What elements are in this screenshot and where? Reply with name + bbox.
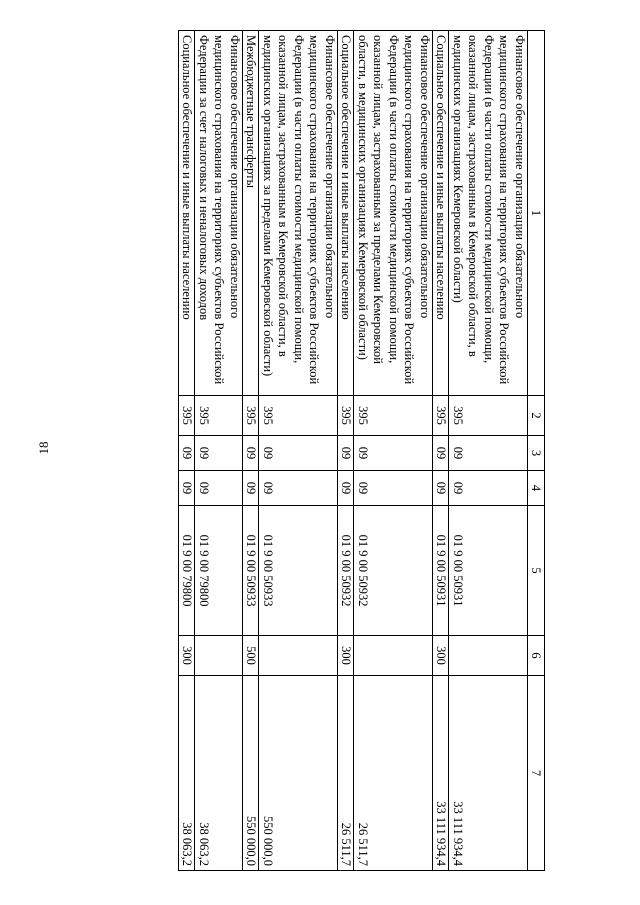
table-row (433, 31, 450, 871)
row-subsection: 09 (449, 471, 528, 506)
row-name: Финансовое обеспечение организации обязательного медицинского страхования на территориях субъектов Российской Федерации (в части оплаты стоимости медицинской помощи, оказанной лицам, застрахованным в Кемеровской области, в медицинских организациях Кемеровской области) (449, 31, 528, 396)
table-row (354, 31, 433, 871)
row-expense-type: 500 (243, 636, 260, 676)
row-expense-type (449, 636, 528, 676)
row-sum: 33 111 934,4 (433, 676, 450, 871)
row-target-article: 01 9 00 50933 (243, 506, 260, 636)
header-row (528, 31, 545, 871)
row-section: 09 (449, 436, 528, 471)
row-name: Социальное обеспечение и иные выплаты населению (433, 31, 450, 396)
row-section: 09 (354, 436, 433, 471)
row-grbs: 395 (354, 396, 433, 436)
row-subsection: 09 (259, 471, 338, 506)
column-header: 7 (528, 676, 545, 871)
row-sum: 38 063,2 (179, 676, 196, 871)
table-row (195, 31, 243, 871)
row-target-article: 01 9 00 50932 (354, 506, 433, 636)
column-header: 4 (528, 471, 545, 506)
row-grbs: 395 (449, 396, 528, 436)
table-row (259, 31, 338, 871)
row-section: 09 (338, 436, 355, 471)
row-target-article: 01 9 00 79800 (195, 506, 243, 636)
row-expense-type: 300 (338, 636, 355, 676)
row-section: 09 (243, 436, 260, 471)
column-header: 5 (528, 506, 545, 636)
row-grbs: 395 (433, 396, 450, 436)
row-section: 09 (433, 436, 450, 471)
row-grbs: 395 (195, 396, 243, 436)
budget-table (178, 30, 545, 871)
row-subsection: 09 (243, 471, 260, 506)
row-section: 09 (195, 436, 243, 471)
row-expense-type (354, 636, 433, 676)
row-target-article: 01 9 00 50931 (433, 506, 450, 636)
row-expense-type: 300 (433, 636, 450, 676)
column-header: 1 (528, 31, 545, 396)
rotated-page-content (95, 30, 545, 870)
row-subsection: 09 (433, 471, 450, 506)
row-sum: 38 063,2 (195, 676, 243, 871)
row-target-article: 01 9 00 50932 (338, 506, 355, 636)
column-header: 6 (528, 636, 545, 676)
page-number: 18 (36, 441, 51, 455)
row-name: Финансовое обеспечение организации обязательного медицинского страхования на территориях субъектов Российской Федерации (в части оплаты стоимости медицинской помощи, оказанной лицам, застрахованным в Кемеровской области, в медицинских организациях за пределами Кемеровской области) (259, 31, 338, 396)
row-expense-type (259, 636, 338, 676)
row-sum: 26 511,7 (338, 676, 355, 871)
row-target-article: 01 9 00 79800 (179, 506, 196, 636)
row-expense-type (195, 636, 243, 676)
row-expense-type: 300 (179, 636, 196, 676)
table-row (338, 31, 355, 871)
row-target-article: 01 9 00 50933 (259, 506, 338, 636)
row-name: Социальное обеспечение и иные выплаты населению (338, 31, 355, 396)
row-name: Финансовое обеспечение организации обязательного медицинского страхования на территориях субъектов Российской Федерации за счет налоговых и неналоговых доходов (195, 31, 243, 396)
row-name: Финансовое обеспечение организации обязательного медицинского страхования на территориях субъектов Российской Федерации (в части оплаты стоимости медицинской помощи, оказанной лицам, застрахованным за пределами Кемеровской области, в медицинских организациях Кемеровской области) (354, 31, 433, 396)
row-section: 09 (179, 436, 196, 471)
row-sum: 550 000,0 (259, 676, 338, 871)
row-sum: 33 111 934,4 (449, 676, 528, 871)
row-sum: 26 511,7 (354, 676, 433, 871)
row-target-article: 01 9 00 50931 (449, 506, 528, 636)
column-header: 2 (528, 396, 545, 436)
row-sum: 550 000,0 (243, 676, 260, 871)
row-name: Социальное обеспечение и иные выплаты населению (179, 31, 196, 396)
table-row (179, 31, 196, 871)
row-grbs: 395 (179, 396, 196, 436)
column-header: 3 (528, 436, 545, 471)
row-subsection: 09 (179, 471, 196, 506)
table-row (449, 31, 528, 871)
row-grbs: 395 (338, 396, 355, 436)
row-grbs: 395 (259, 396, 338, 436)
row-grbs: 395 (243, 396, 260, 436)
row-subsection: 09 (195, 471, 243, 506)
row-subsection: 09 (338, 471, 355, 506)
row-name: Межбюджетные трансферты (243, 31, 260, 396)
table-row (243, 31, 260, 871)
row-section: 09 (259, 436, 338, 471)
row-subsection: 09 (354, 471, 433, 506)
